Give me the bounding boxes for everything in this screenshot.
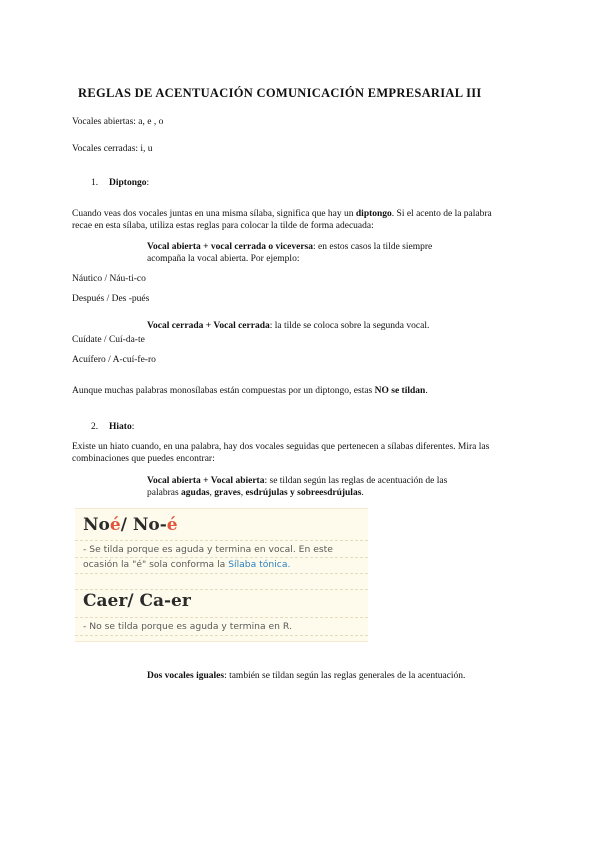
open-vowels: Vocales abiertas: a, e , o: [72, 117, 164, 127]
section-number: 2.: [91, 422, 99, 432]
diptongo-rule1-line2: acompaña la vocal abierta. Por ejemplo:: [147, 254, 300, 264]
separator: ,: [240, 488, 246, 498]
diptongo-rule2: [147, 320, 429, 333]
hiato-intro-line2: combinaciones que puedes encontrar:: [72, 454, 215, 464]
accent-letter: é: [109, 515, 121, 535]
example-card-image: [75, 508, 368, 642]
rule-bold: Vocal abierta + Vocal abierta: [147, 476, 265, 486]
rule-bold: Vocal cerrada + Vocal cerrada: [147, 321, 270, 331]
hiato-rule1-line2: [147, 487, 364, 500]
word-part: / No-: [120, 515, 167, 535]
diptongo-intro-line2: recae en esta sílaba, utiliza estas reglas para colocar la tilde de forma adecuada:: [72, 221, 374, 231]
card-divider: [75, 589, 368, 590]
card-note-1-line2: [83, 557, 290, 573]
word-agudas: agudas: [181, 488, 210, 498]
rule-end: .: [361, 488, 364, 498]
word-esdrujulas: esdrújulas: [245, 488, 288, 498]
intro-text-end: . Si el acento de la palabra: [391, 209, 492, 219]
note-text: Aunque muchas palabras monosílabas están compuestas por un diptongo, estas: [72, 386, 375, 396]
card-note-2: - No se tilda porque es aguda y termina en R.: [83, 621, 292, 632]
card-word-caer: Caer/ Ca-er: [83, 591, 191, 611]
heading-suffix: :: [131, 422, 135, 432]
rule-text: : la tilde se coloca sobre la segunda vocal.: [269, 321, 430, 331]
card-word-noe: [83, 515, 178, 535]
note-end: .: [425, 386, 428, 396]
rule-bold: Vocal abierta + vocal cerrada o viceversa: [147, 242, 313, 252]
rule-text: : también se tildan según las reglas generales de la acentuación.: [224, 671, 466, 681]
accent-letter: é: [166, 515, 178, 535]
example-nautico: Náutico / Náu-ti-co: [72, 274, 146, 284]
card-note-1: - Se tilda porque es aguda y termina en vocal. En este: [83, 544, 333, 555]
hiato-intro: Existe un hiato cuando, en una palabra, hay dos vocales seguidas que pertenecen a sílabas diferentes. Mira las: [72, 442, 490, 452]
monosilabas-note: [72, 385, 428, 398]
intro-text: Cuando veas dos vocales juntas en una misma sílaba, significa que hay un: [72, 209, 356, 219]
word-graves: graves: [214, 488, 241, 498]
section-heading-text: Diptongo: [109, 178, 147, 188]
example-acuifero: Acuífero / A-cuí-fe-ro: [72, 355, 156, 365]
example-despues: Después / Des -pués: [72, 294, 150, 304]
closed-vowels: Vocales cerradas: i, u: [72, 144, 153, 154]
card-divider: [75, 540, 368, 541]
rule-text: : se tildan según las reglas de acentuación de las: [264, 476, 448, 486]
rule-bold: Dos vocales iguales: [147, 671, 225, 681]
section-heading-text: Hiato: [109, 422, 132, 432]
section-heading-hiato: [91, 421, 134, 434]
intro-bold: diptongo: [355, 209, 392, 219]
rule-text: : en estos casos la tilde siempre: [313, 242, 433, 252]
section-heading-diptongo: [91, 177, 149, 190]
card-divider: [75, 573, 368, 574]
page-title: REGLAS DE ACENTUACIÓN COMUNICACIÓN EMPRESARIAL III: [78, 86, 482, 100]
word-sobreesdrujulas: sobreesdrújulas: [297, 488, 362, 498]
card-divider: [75, 617, 368, 618]
example-cuidate: Cuídate / Cuí-da-te: [72, 335, 145, 345]
separator: ,: [209, 488, 215, 498]
hiato-rule2: [147, 670, 465, 683]
note-text: ocasión la "é" sola conforma la: [83, 559, 229, 570]
separator: y: [287, 488, 298, 498]
note-bold: NO se tildan: [374, 386, 426, 396]
rule-text: palabras: [147, 488, 182, 498]
word-part: No: [83, 515, 110, 535]
silaba-tonica-text: Sílaba tónica.: [228, 559, 291, 570]
card-divider: [75, 635, 368, 636]
section-number: 1.: [91, 178, 99, 188]
heading-suffix: :: [146, 178, 150, 188]
